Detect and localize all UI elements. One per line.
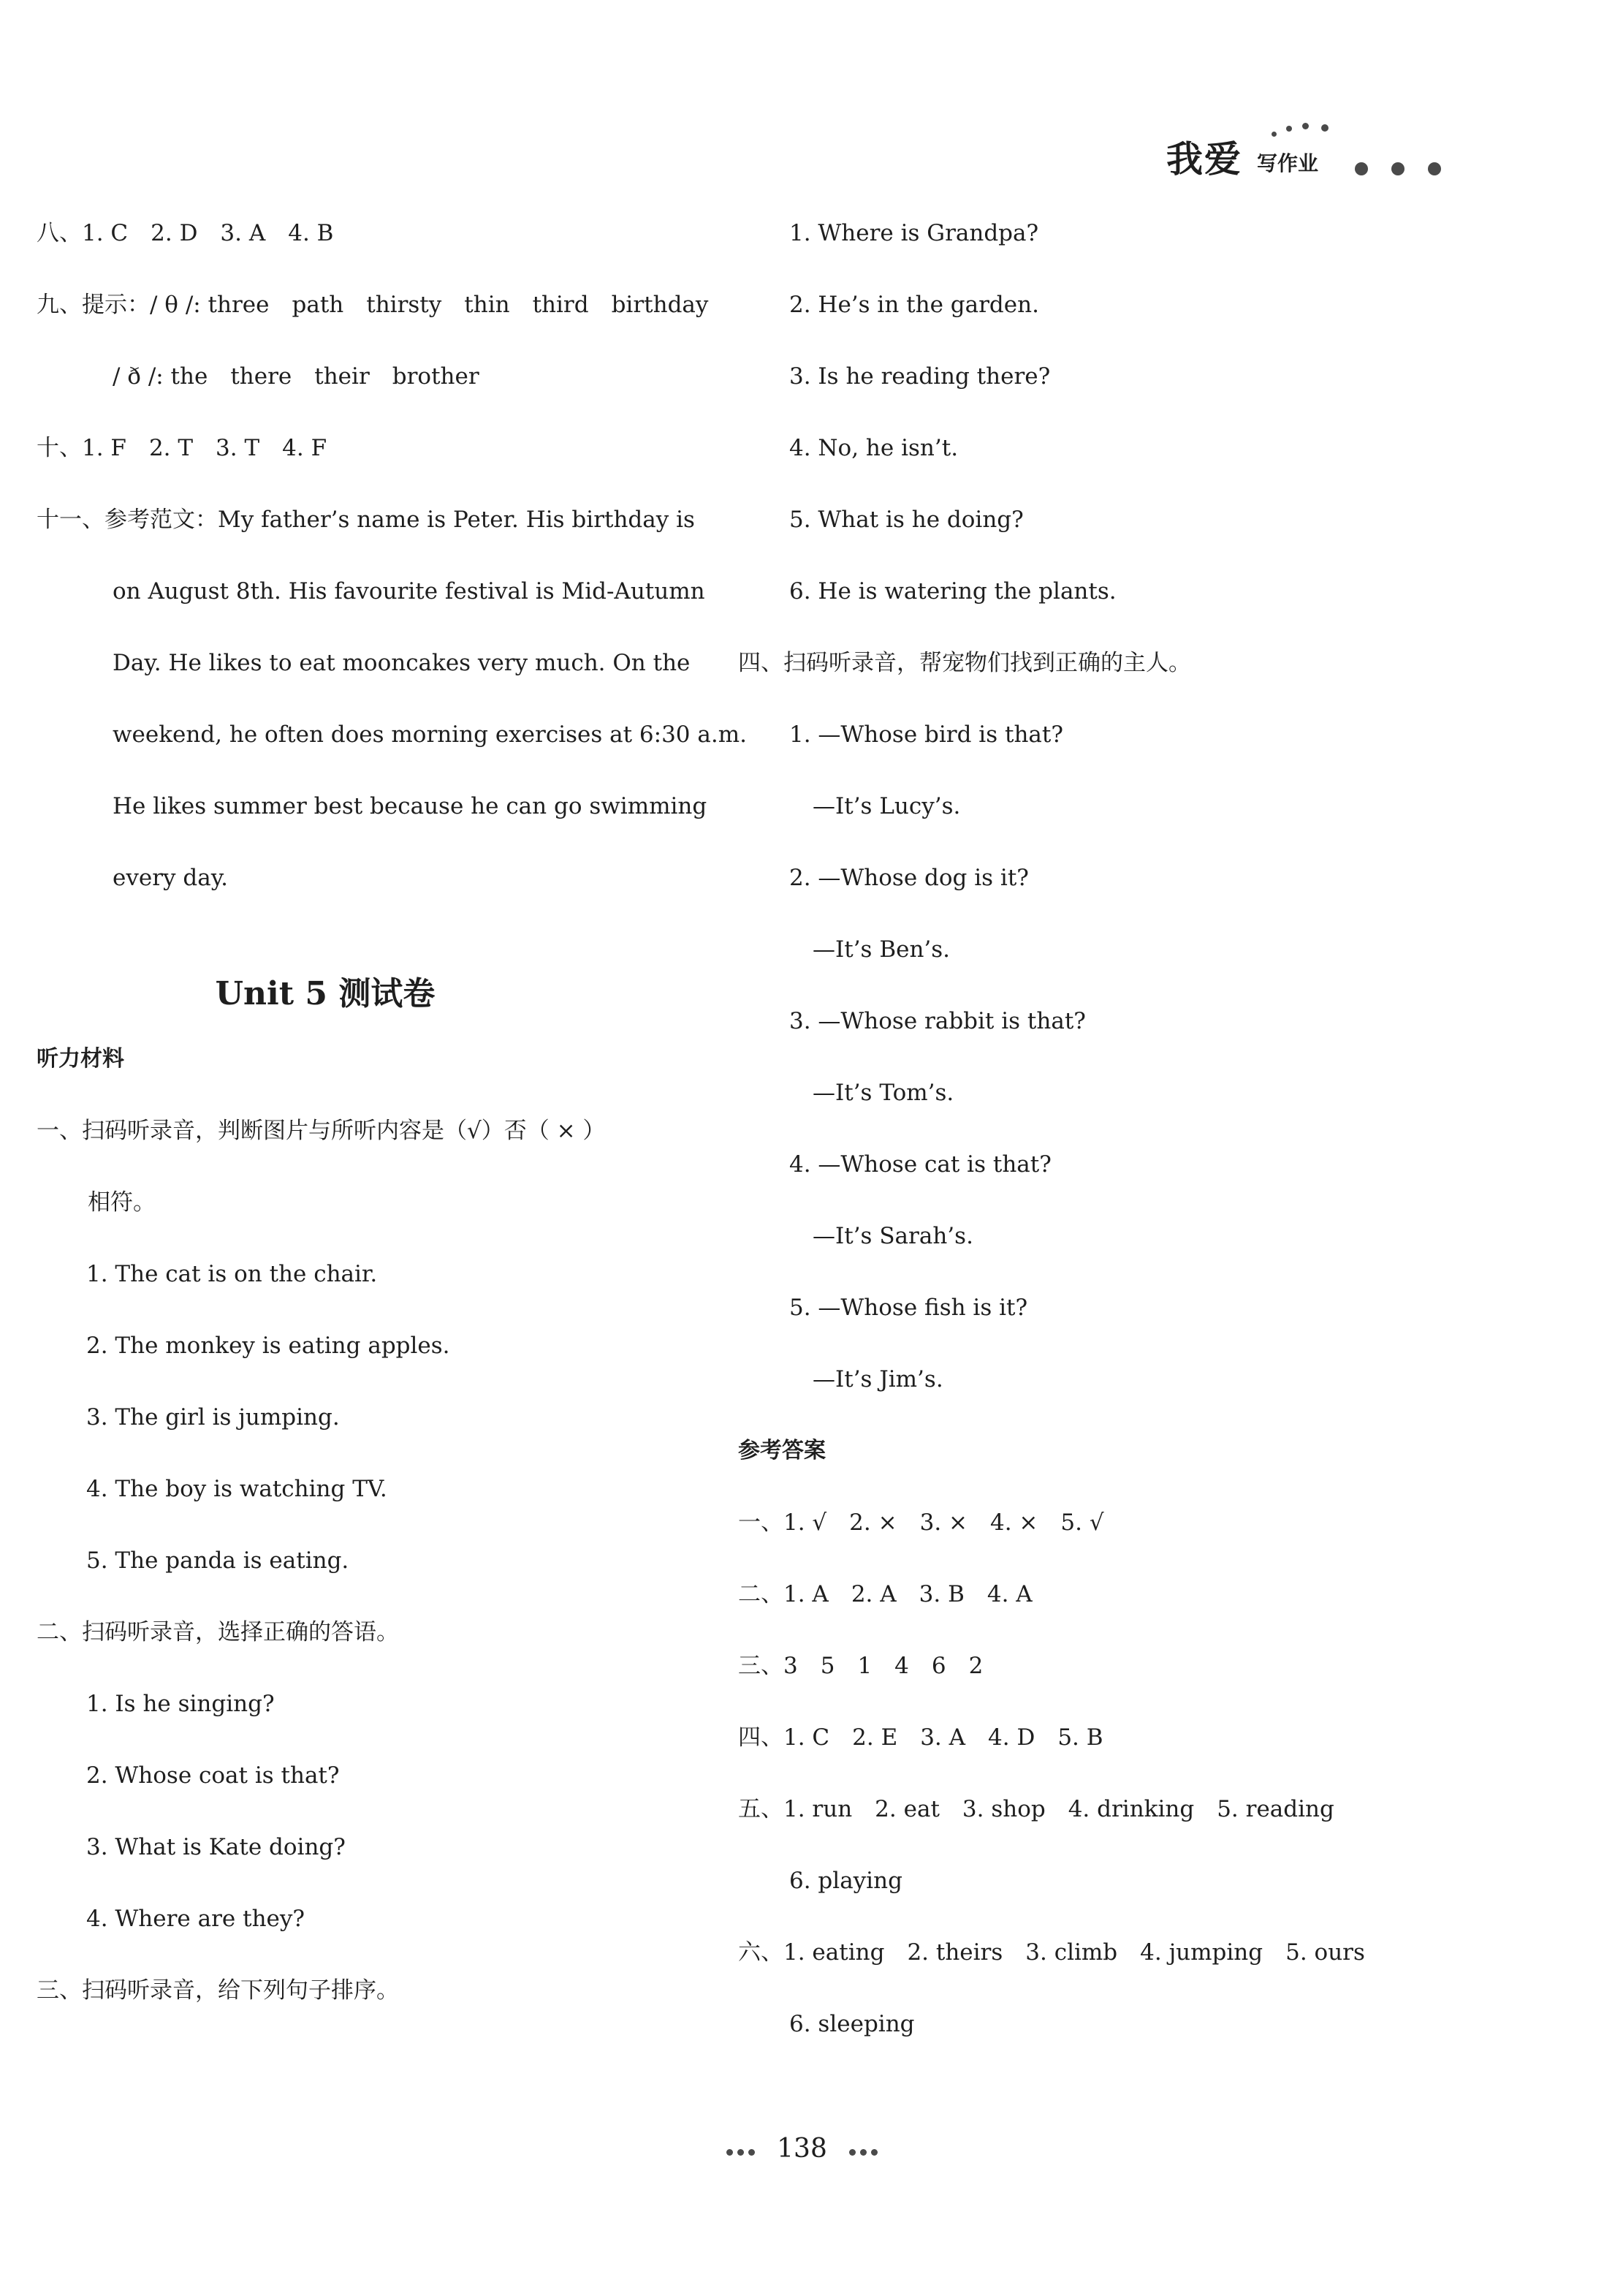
list-item: 3. What is Kate doing? bbox=[86, 1834, 346, 1860]
dialogue-answer: —It’s Sarah’s. bbox=[813, 1223, 973, 1249]
logo-dot-icon bbox=[1286, 126, 1292, 132]
list-item: 2. The monkey is eating apples. bbox=[86, 1333, 450, 1359]
logo-dot-icon bbox=[1272, 132, 1277, 137]
dialogue-question: 3. —Whose rabbit is that? bbox=[789, 1008, 1086, 1034]
footer-dots-icon bbox=[724, 2132, 757, 2169]
list-item: 4. Where are they? bbox=[86, 1906, 305, 1932]
left-column bbox=[37, 212, 747, 2041]
list-item: 5. The panda is eating. bbox=[86, 1547, 349, 1574]
list-item: 1. The cat is on the chair. bbox=[86, 1261, 378, 1287]
logo-dot-icon bbox=[1321, 124, 1329, 132]
dialogue-answer: —It’s Ben’s. bbox=[813, 936, 951, 963]
answer-line-8: 八、1. C 2. D 3. A 4. B bbox=[37, 220, 334, 246]
list-item: 1. Where is Grandpa? bbox=[789, 220, 1039, 246]
answers-heading: 参考答案 bbox=[738, 1438, 826, 1463]
list-item: 2. Whose coat is that? bbox=[86, 1762, 340, 1789]
answer-line-9-cont: / ð /: the there their brother bbox=[113, 363, 479, 390]
dialogue-question: 1. —Whose bird is that? bbox=[789, 721, 1063, 748]
list-item: 3. The girl is jumping. bbox=[86, 1404, 340, 1431]
listening-heading: 听力材料 bbox=[37, 1046, 124, 1072]
logo-dot-icon bbox=[1391, 162, 1405, 175]
section-2-title: 二、扫码听录音，选择正确的答语。 bbox=[37, 1619, 399, 1645]
answer-row-5: 五、1. run 2. eat 3. shop 4. drinking 5. reading bbox=[738, 1796, 1334, 1822]
page-number: 138 bbox=[777, 2134, 827, 2164]
answer-row-4: 四、1. C 2. E 3. A 4. D 5. B bbox=[738, 1724, 1103, 1751]
logo-dot-icon bbox=[1428, 162, 1441, 175]
dialogue-question: 4. —Whose cat is that? bbox=[789, 1151, 1052, 1178]
logo-dot-icon bbox=[1355, 162, 1368, 175]
answer-line-10: 十、1. F 2. T 3. T 4. F bbox=[37, 435, 327, 461]
page-footer bbox=[0, 2131, 1604, 2167]
right-column bbox=[738, 212, 1469, 2075]
dialogue-answer: —It’s Tom’s. bbox=[813, 1080, 954, 1106]
list-item: 6. He is watering the plants. bbox=[789, 578, 1117, 605]
answer-row-6-cont: 6. sleeping bbox=[789, 2011, 915, 2037]
footer-dots-icon bbox=[847, 2132, 880, 2169]
unit-title: Unit 5 测试卷 bbox=[215, 975, 436, 1012]
section-1-title-cont: 相符。 bbox=[88, 1189, 156, 1216]
dialogue-answer: —It’s Jim’s. bbox=[813, 1366, 943, 1393]
dialogue-question: 5. —Whose fish is it? bbox=[789, 1295, 1028, 1321]
answer-line-9: 九、提示：/ θ /: three path thirsty thin third birthday bbox=[37, 292, 709, 318]
logo-main-text: 我爱 bbox=[1166, 138, 1242, 181]
list-item: 2. He’s in the garden. bbox=[789, 292, 1039, 318]
answer-line-11: 十一、参考范文：My father’s name is Peter. His birthday is bbox=[37, 507, 695, 533]
list-item: 1. Is he singing? bbox=[86, 1691, 275, 1717]
list-item: 4. The boy is watching TV. bbox=[86, 1476, 387, 1502]
answer-row-1: 一、1. √ 2. × 3. × 4. × 5. √ bbox=[738, 1509, 1104, 1536]
list-item: 4. No, he isn’t. bbox=[789, 435, 959, 461]
dialogue-question: 2. —Whose dog is it? bbox=[789, 865, 1029, 891]
essay-line: on August 8th. His favourite festival is Mid-Autumn bbox=[113, 578, 705, 605]
logo-sub-text: 写作业 bbox=[1257, 151, 1319, 175]
dialogue-answer: —It’s Lucy’s. bbox=[813, 793, 961, 819]
answer-row-5-cont: 6. playing bbox=[789, 1868, 902, 1894]
logo-dot-icon bbox=[1302, 123, 1309, 129]
essay-line: He likes summer best because he can go swimming bbox=[113, 793, 707, 819]
essay-line: every day. bbox=[113, 865, 228, 891]
list-item: 5. What is he doing? bbox=[789, 507, 1024, 533]
essay-line: Day. He likes to eat mooncakes very much. On the bbox=[113, 650, 691, 676]
section-3-title: 三、扫码听录音，给下列句子排序。 bbox=[37, 1977, 399, 2004]
answer-row-6: 六、1. eating 2. theirs 3. climb 4. jumping 5. ours bbox=[738, 1939, 1365, 1966]
header-logo bbox=[1166, 117, 1473, 197]
section-1-title: 一、扫码听录音，判断图片与所听内容是（√）否（ × ） bbox=[37, 1118, 606, 1144]
essay-line: weekend, he often does morning exercises at 6:30 a.m. bbox=[113, 721, 747, 748]
answer-row-2: 二、1. A 2. A 3. B 4. A bbox=[738, 1581, 1033, 1607]
answer-row-3: 三、3 5 1 4 6 2 bbox=[738, 1653, 984, 1679]
section-4-title: 四、扫码听录音，帮宠物们找到正确的主人。 bbox=[738, 650, 1191, 676]
list-item: 3. Is he reading there? bbox=[789, 363, 1051, 390]
